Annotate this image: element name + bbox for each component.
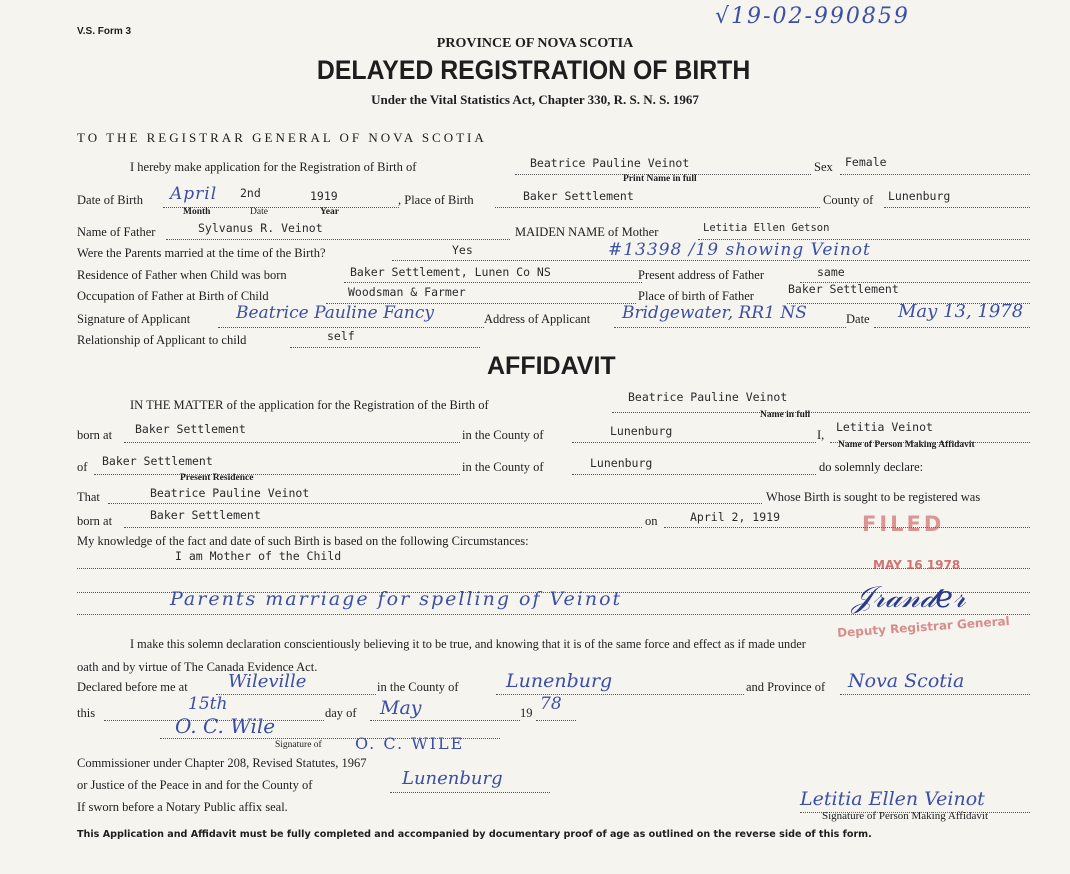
father-birthplace-value: Baker Settlement bbox=[788, 282, 899, 296]
affiant-residence: Baker Settlement bbox=[102, 454, 213, 468]
child-name: Beatrice Pauline Veinot bbox=[530, 156, 690, 170]
affidavit-child-name: Beatrice Pauline Veinot bbox=[628, 390, 788, 404]
knowledge-text: My knowledge of the fact and date of such Birth is based on the following Circumstances: bbox=[77, 534, 529, 548]
place-label: , Place of Birth bbox=[398, 193, 474, 207]
name-full-note: Name in full bbox=[760, 410, 811, 420]
applicant-address: Bridgewater, RR1 NS bbox=[622, 303, 807, 323]
county-label-3: in the County of bbox=[462, 460, 544, 474]
born-at-value-2: Baker Settlement bbox=[150, 508, 261, 522]
print-name-note: Print Name in full bbox=[623, 174, 697, 184]
county-label-2: in the County of bbox=[462, 428, 544, 442]
registrar-role-stamp: Deputy Registrar General bbox=[836, 613, 1011, 641]
form-subtitle: Under the Vital Statistics Act, Chapter 330, R. S. N. S. 1967 bbox=[371, 92, 699, 107]
commissioner-signature: O. C. Wile bbox=[175, 714, 276, 738]
dob-day: 2nd bbox=[240, 186, 261, 200]
residence-value: Baker Settlement, Lunen Co NS bbox=[350, 265, 551, 279]
that-label: That bbox=[77, 490, 100, 504]
apply-label: I hereby make application for the Registration of Birth of bbox=[130, 160, 417, 174]
married-note: #13398 /19 showing Veinot bbox=[608, 240, 871, 260]
circumstance-1: I am Mother of the Child bbox=[175, 549, 342, 563]
affiant-name: Letitia Veinot bbox=[836, 420, 933, 434]
declared-county: Lunenburg bbox=[506, 670, 613, 692]
signature-label: Signature of Applicant bbox=[77, 312, 191, 326]
circumstance-2: Parents marriage for spelling of Veinot bbox=[170, 588, 623, 610]
date-label: Date bbox=[846, 312, 870, 326]
affiant-sig-label: Signature of Person Making Affidavit bbox=[822, 810, 988, 822]
addressee: TO THE REGISTRAR GENERAL OF NOVA SCOTIA bbox=[77, 130, 487, 145]
month-caption: Month bbox=[183, 207, 211, 217]
justice-county: Lunenburg bbox=[402, 768, 503, 789]
declared-label: Declared before me at bbox=[77, 680, 188, 694]
mother-value: Letitia Ellen Getson bbox=[703, 222, 830, 234]
affidavit-county-2: Lunenburg bbox=[590, 456, 653, 470]
declared-year: 78 bbox=[540, 694, 562, 714]
province-label: and Province of bbox=[746, 680, 826, 694]
declare-text: do solemnly declare: bbox=[819, 460, 924, 474]
i-label: I, bbox=[817, 428, 825, 442]
address-label: Address of Applicant bbox=[484, 312, 591, 326]
form-number: V.S. Form 3 bbox=[77, 26, 132, 37]
relationship-value: self bbox=[327, 329, 355, 343]
sex-value: Female bbox=[845, 155, 887, 169]
matter-label: IN THE MATTER of the application for the Registration of the Birth of bbox=[130, 398, 489, 412]
whose-birth-text: Whose Birth is sought to be registered was bbox=[766, 490, 981, 504]
province-heading: PROVINCE OF NOVA SCOTIA bbox=[436, 36, 634, 51]
commissioner-printed: O. C. WILE bbox=[355, 734, 465, 753]
county-label: County of bbox=[823, 193, 874, 207]
that-name: Beatrice Pauline Veinot bbox=[150, 486, 310, 500]
filed-date-stamp: MAY 16 1978 bbox=[873, 558, 961, 572]
affidavit-county: Lunenburg bbox=[610, 424, 673, 438]
married-value: Yes bbox=[452, 243, 473, 257]
date-caption: Date bbox=[250, 207, 268, 217]
day-of-label: day of bbox=[325, 706, 357, 720]
sex-label: Sex bbox=[814, 160, 833, 174]
this-label: this bbox=[77, 706, 96, 720]
on-label: on bbox=[645, 514, 658, 528]
born-at-label: born at bbox=[77, 428, 113, 442]
affidavit-title: AFFIDAVIT bbox=[487, 352, 616, 380]
dob-label: Date of Birth bbox=[77, 193, 143, 207]
declared-at: Wileville bbox=[228, 671, 307, 692]
residence-note: Present Residence bbox=[180, 473, 254, 483]
application-date: May 13, 1978 bbox=[898, 301, 1024, 322]
mother-label: MAIDEN NAME of Mother bbox=[515, 225, 659, 239]
file-number: √19-02-990859 bbox=[715, 4, 910, 29]
father-birthplace-label: Place of birth of Father bbox=[638, 289, 754, 303]
declared-day: 15th bbox=[188, 694, 228, 714]
declared-month: May bbox=[380, 697, 422, 719]
declaration-text: I make this solemn declaration conscientiously believing it to be true, and knowing that it is of the same force and effect as if made under bbox=[130, 637, 806, 651]
county-value: Lunenburg bbox=[888, 189, 951, 203]
declared-province: Nova Scotia bbox=[848, 670, 965, 692]
father-label: Name of Father bbox=[77, 225, 156, 239]
affiant-signature: Letitia Ellen Veinot bbox=[800, 788, 985, 810]
year-caption: Year bbox=[320, 207, 339, 217]
residence-label: Residence of Father when Child was born bbox=[77, 268, 287, 282]
relationship-label: Relationship of Applicant to child bbox=[77, 333, 247, 347]
dob-month: April bbox=[170, 184, 218, 204]
present-address-value: same bbox=[817, 265, 845, 279]
present-address-label: Present address of Father bbox=[638, 268, 765, 282]
occupation-label: Occupation of Father at Birth of Child bbox=[77, 289, 269, 303]
father-value: Sylvanus R. Veinot bbox=[198, 221, 323, 235]
place-value: Baker Settlement bbox=[523, 189, 634, 203]
registrar-signature-icon: 𝒥𝓇𝒶𝓃𝒹𝑒𝓇 bbox=[852, 580, 966, 615]
of-label: of bbox=[77, 460, 88, 474]
dob-year: 1919 bbox=[310, 189, 338, 203]
signature-of-label: Signature of bbox=[275, 740, 322, 750]
footer-note: This Application and Affidavit must be fully completed and accompanied by documentary proof of age as outlined on the reverse side of this form. bbox=[77, 829, 872, 840]
affiant-note: Name of Person Making Affidavit bbox=[838, 440, 975, 450]
occupation-value: Woodsman & Farmer bbox=[348, 285, 466, 299]
applicant-signature: Beatrice Pauline Fancy bbox=[236, 303, 434, 323]
declaration-text-2: oath and by virtue of The Canada Evidence Act. bbox=[77, 660, 318, 674]
on-date: April 2, 1919 bbox=[690, 510, 781, 524]
county-label-4: in the County of bbox=[377, 680, 459, 694]
born-at-value: Baker Settlement bbox=[135, 422, 246, 436]
year-prefix: 19 bbox=[520, 706, 533, 720]
form-title: DELAYED REGISTRATION OF BIRTH bbox=[316, 55, 751, 85]
notary-text: If sworn before a Notary Public affix seal. bbox=[77, 800, 288, 814]
filed-stamp: FILED bbox=[862, 512, 945, 536]
married-label: Were the Parents married at the time of the Birth? bbox=[77, 246, 326, 260]
justice-text: or Justice of the Peace in and for the County of bbox=[77, 778, 313, 792]
commissioner-text: Commissioner under Chapter 208, Revised Statutes, 1967 bbox=[77, 756, 367, 770]
born-at-label-2: born at bbox=[77, 514, 113, 528]
